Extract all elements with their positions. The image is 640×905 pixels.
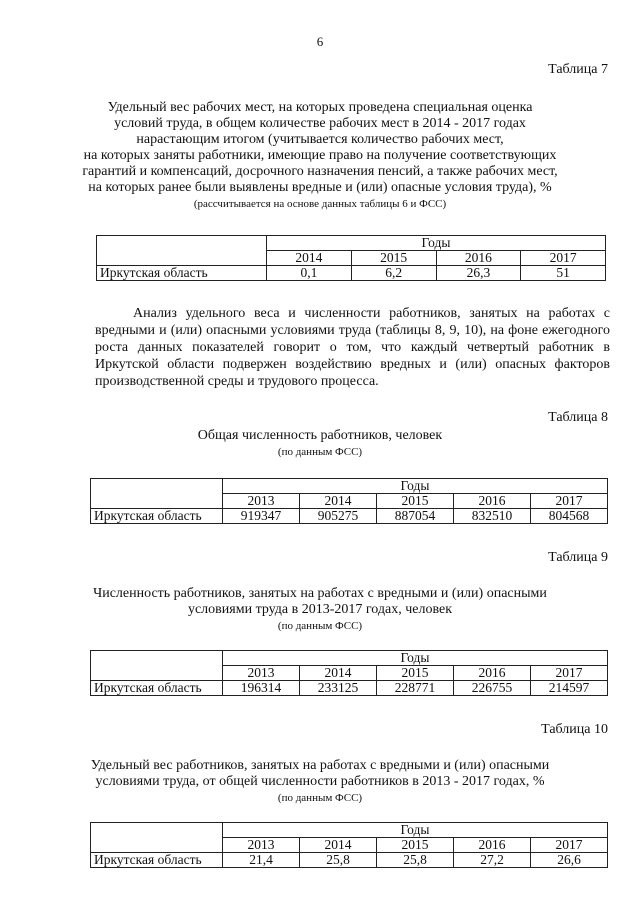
table8-value: 919347 bbox=[223, 509, 300, 524]
table10-value: 25,8 bbox=[377, 853, 454, 868]
table8-value: 804568 bbox=[531, 509, 608, 524]
table10-region: Иркутская область bbox=[91, 853, 223, 868]
table7-value: 0,1 bbox=[267, 266, 352, 281]
table9-year: 2013 bbox=[223, 666, 300, 681]
table9-label: Таблица 9 bbox=[548, 550, 608, 565]
table10-value: 21,4 bbox=[223, 853, 300, 868]
page-number: 6 bbox=[316, 34, 324, 49]
table8-year: 2014 bbox=[300, 494, 377, 509]
table10-header-years: Годы bbox=[223, 823, 608, 838]
table9-header-years: Годы bbox=[223, 651, 608, 666]
table10-label: Таблица 10 bbox=[541, 722, 608, 737]
table-corner bbox=[97, 236, 267, 251]
table-corner bbox=[91, 479, 223, 494]
table10-value: 26,6 bbox=[531, 853, 608, 868]
table9-note: (по данным ФСС) bbox=[277, 620, 363, 632]
table9-year: 2017 bbox=[531, 666, 608, 681]
table9-value: 196314 bbox=[223, 681, 300, 696]
table10-value: 27,2 bbox=[454, 853, 531, 868]
table10-value: 25,8 bbox=[300, 853, 377, 868]
table9 bbox=[90, 650, 608, 696]
table10-note: (по данным ФСС) bbox=[277, 792, 363, 804]
table7-year: 2016 bbox=[436, 251, 521, 266]
table7-year: 2014 bbox=[267, 251, 352, 266]
table8-note: (по данным ФСС) bbox=[277, 446, 363, 458]
table9-region: Иркутская область bbox=[91, 681, 223, 696]
table10-title bbox=[80, 758, 560, 806]
table9-title-line: Численность работников, занятых на работах с вредными и (или) опасными bbox=[93, 586, 547, 601]
table10-year: 2017 bbox=[531, 838, 608, 853]
table9-year: 2016 bbox=[454, 666, 531, 681]
table-corner bbox=[91, 823, 223, 838]
table7-value: 26,3 bbox=[436, 266, 521, 281]
table9-title-line: условиями труда в 2013-2017 годах, человек bbox=[187, 602, 453, 617]
table10-year: 2014 bbox=[300, 838, 377, 853]
table8-header-years: Годы bbox=[223, 479, 608, 494]
table7-title-line: нарастающим итогом (учитывается количество рабочих мест, bbox=[136, 132, 504, 147]
table9-value: 233125 bbox=[300, 681, 377, 696]
table8-title-line: Общая численность работников, человек bbox=[197, 428, 443, 443]
table9-year: 2014 bbox=[300, 666, 377, 681]
table10-title-line: Удельный вес работников, занятых на работах с вредными и (или) опасными bbox=[90, 758, 550, 773]
table8-year: 2013 bbox=[223, 494, 300, 509]
table9-title bbox=[80, 586, 560, 634]
table-corner bbox=[97, 251, 267, 266]
table8-value: 832510 bbox=[454, 509, 531, 524]
table7-value: 6,2 bbox=[351, 266, 436, 281]
table9-value: 226755 bbox=[454, 681, 531, 696]
table9-year: 2015 bbox=[377, 666, 454, 681]
table7-title-line: гарантий и компенсаций, досрочного назначения пенсий, а также рабочих мест, bbox=[82, 164, 558, 179]
table7-title-line: на которых ранее были выявлены вредные и (или) опасные условия труда), % bbox=[88, 180, 552, 195]
table8-label: Таблица 8 bbox=[548, 410, 608, 425]
table7-header-years: Годы bbox=[267, 236, 606, 251]
table7 bbox=[96, 235, 606, 281]
table8-title bbox=[80, 428, 560, 460]
table8-year: 2017 bbox=[531, 494, 608, 509]
table-corner bbox=[91, 651, 223, 666]
table7-value: 51 bbox=[521, 266, 606, 281]
table8-region: Иркутская область bbox=[91, 509, 223, 524]
analysis-paragraph bbox=[95, 305, 610, 390]
table8-year: 2016 bbox=[454, 494, 531, 509]
table7-title-line: Удельный вес рабочих мест, на которых проведена специальная оценка bbox=[107, 100, 533, 115]
analysis-text: Анализ удельного веса и численности работников, занятых на работах с вредными и (или) опасными условиями труда (таблицы 8, 9, 10), на фоне ежегодного роста данных показателей говорит о том, что каждый четвертый работник в Иркутской области подвержен воздействию вредных и (или) опасных факторов производственной среды и трудового процесса. bbox=[95, 306, 610, 389]
table7-year: 2017 bbox=[521, 251, 606, 266]
table8 bbox=[90, 478, 608, 524]
table10 bbox=[90, 822, 608, 868]
table10-year: 2013 bbox=[223, 838, 300, 853]
table7-label: Таблица 7 bbox=[548, 62, 608, 77]
table8-year: 2015 bbox=[377, 494, 454, 509]
table9-value: 228771 bbox=[377, 681, 454, 696]
table-corner bbox=[91, 666, 223, 681]
table10-title-line: условиями труда, от общей численности работников в 2013 - 2017 годах, % bbox=[95, 774, 545, 789]
table10-year: 2015 bbox=[377, 838, 454, 853]
table10-year: 2016 bbox=[454, 838, 531, 853]
table9-value: 214597 bbox=[531, 681, 608, 696]
table8-value: 905275 bbox=[300, 509, 377, 524]
table7-year: 2015 bbox=[351, 251, 436, 266]
table-corner bbox=[91, 838, 223, 853]
table7-title-line: на которых заняты работники, имеющие право на получение соответствующих bbox=[83, 148, 557, 163]
table7-title-line: условий труда, в общем количестве рабочих мест в 2014 - 2017 годах bbox=[114, 116, 526, 131]
table7-note: (рассчитывается на основе данных таблицы 6 и ФСС) bbox=[193, 198, 447, 210]
table8-value: 887054 bbox=[377, 509, 454, 524]
table-corner bbox=[91, 494, 223, 509]
table7-region: Иркутская область bbox=[97, 266, 267, 281]
table7-title bbox=[80, 100, 560, 212]
